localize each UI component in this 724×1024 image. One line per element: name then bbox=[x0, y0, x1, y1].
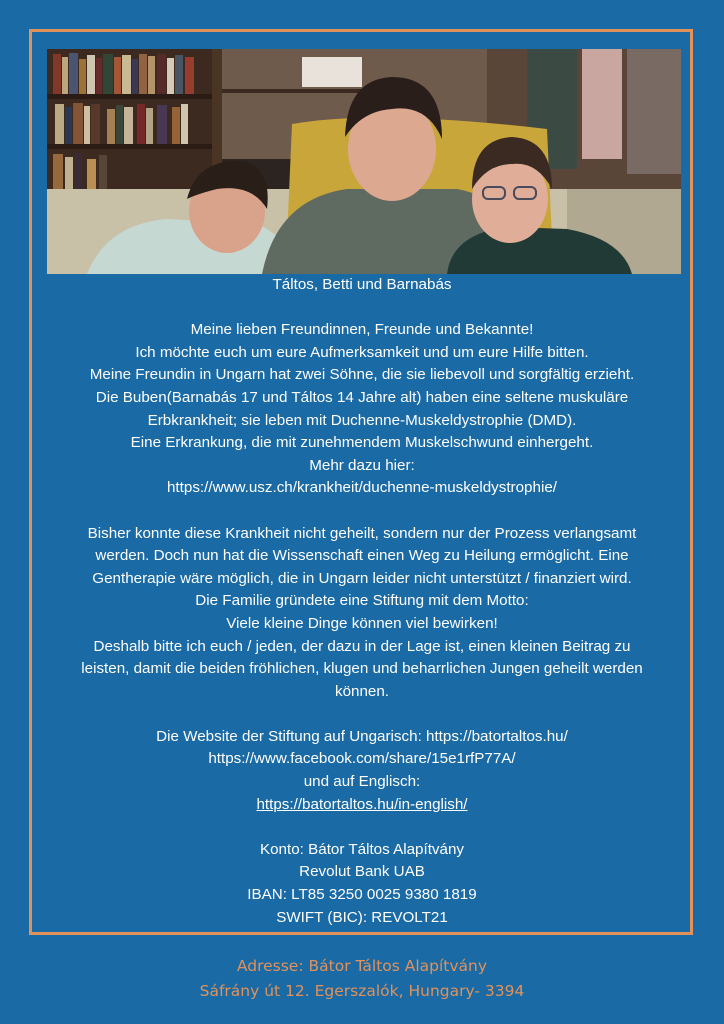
bank-swift: SWIFT (BIC): REVOLT21 bbox=[276, 908, 448, 926]
photo-caption: Táltos, Betti und Barnabás bbox=[272, 276, 452, 293]
address-line-1: Adresse: Bátor Táltos Alapítvány bbox=[236, 957, 488, 975]
appeal-line: Deshalb bitte ich euch / jeden, der dazu in der Lage ist, einen kleinen Beitrag zu bbox=[93, 637, 631, 655]
intro-line: Erbkrankheit; sie leben mit Duchenne-Muskeldystrophie (DMD). bbox=[147, 411, 577, 429]
english-label: und auf Englisch: bbox=[303, 773, 421, 791]
appeal-line: Die Familie gründete eine Stiftung mit dem Motto: bbox=[195, 592, 529, 610]
hungarian-website[interactable]: Die Website der Stiftung auf Ungarisch: https://batortaltos.hu/ bbox=[156, 727, 568, 745]
intro-line: Mehr dazu hier: bbox=[309, 456, 415, 474]
bank-account: Konto: Bátor Táltos Alapítvány bbox=[259, 840, 465, 858]
motto: Viele kleine Dinge können viel bewirken! bbox=[226, 614, 498, 632]
appeal-section bbox=[40, 523, 684, 704]
intro-line: Ich möchte euch um eure Aufmerksamkeit und um eure Hilfe bitten. bbox=[135, 343, 589, 361]
usz-link[interactable]: https://www.usz.ch/krankheit/duchenne-muskeldystrophie/ bbox=[166, 479, 557, 497]
bank-name: Revolut Bank UAB bbox=[299, 863, 425, 881]
address-line-2: Sáfrány út 12. Egerszalók, Hungary- 3394 bbox=[199, 982, 525, 1000]
english-website-link[interactable]: https://batortaltos.hu/in-english/ bbox=[256, 795, 468, 813]
intro-line: Eine Erkrankung, die mit zunehmendem Muskelschwund einhergeht. bbox=[130, 434, 594, 452]
bank-section bbox=[40, 839, 684, 929]
appeal-line: leisten, damit die beiden fröhlichen, klugen und beharrlichen Jungen geheilt werden bbox=[81, 660, 643, 678]
family-photo-image bbox=[47, 49, 681, 274]
appeal-line: Bisher konnte diese Krankheit nicht geheilt, sondern nur der Prozess verlangsamt bbox=[87, 524, 637, 542]
websites-section bbox=[40, 726, 684, 816]
intro-line: Meine lieben Freundinnen, Freunde und Bekannte! bbox=[190, 321, 534, 339]
intro-section bbox=[40, 319, 684, 500]
main-text bbox=[40, 274, 684, 929]
appeal-line: werden. Doch nun hat die Wissenschaft einen Weg zu Heilung ermöglicht. Eine bbox=[95, 547, 629, 565]
facebook-link[interactable]: https://www.facebook.com/share/15e1rfP77A/ bbox=[208, 750, 516, 768]
appeal-line: können. bbox=[334, 682, 390, 700]
appeal-line: Gentherapie wäre möglich, die in Ungarn leider nicht unterstützt / finanziert wird. bbox=[92, 569, 632, 587]
intro-line: Meine Freundin in Ungarn hat zwei Söhne, die sie liebevoll und sorgfältig erzieht. bbox=[89, 366, 635, 384]
family-photo bbox=[47, 49, 681, 274]
intro-line: Die Buben(Barnabás 17 und Táltos 14 Jahre alt) haben eine seltene muskuläre bbox=[95, 388, 629, 406]
bank-iban: IBAN: LT85 3250 0025 9380 1819 bbox=[247, 886, 477, 904]
